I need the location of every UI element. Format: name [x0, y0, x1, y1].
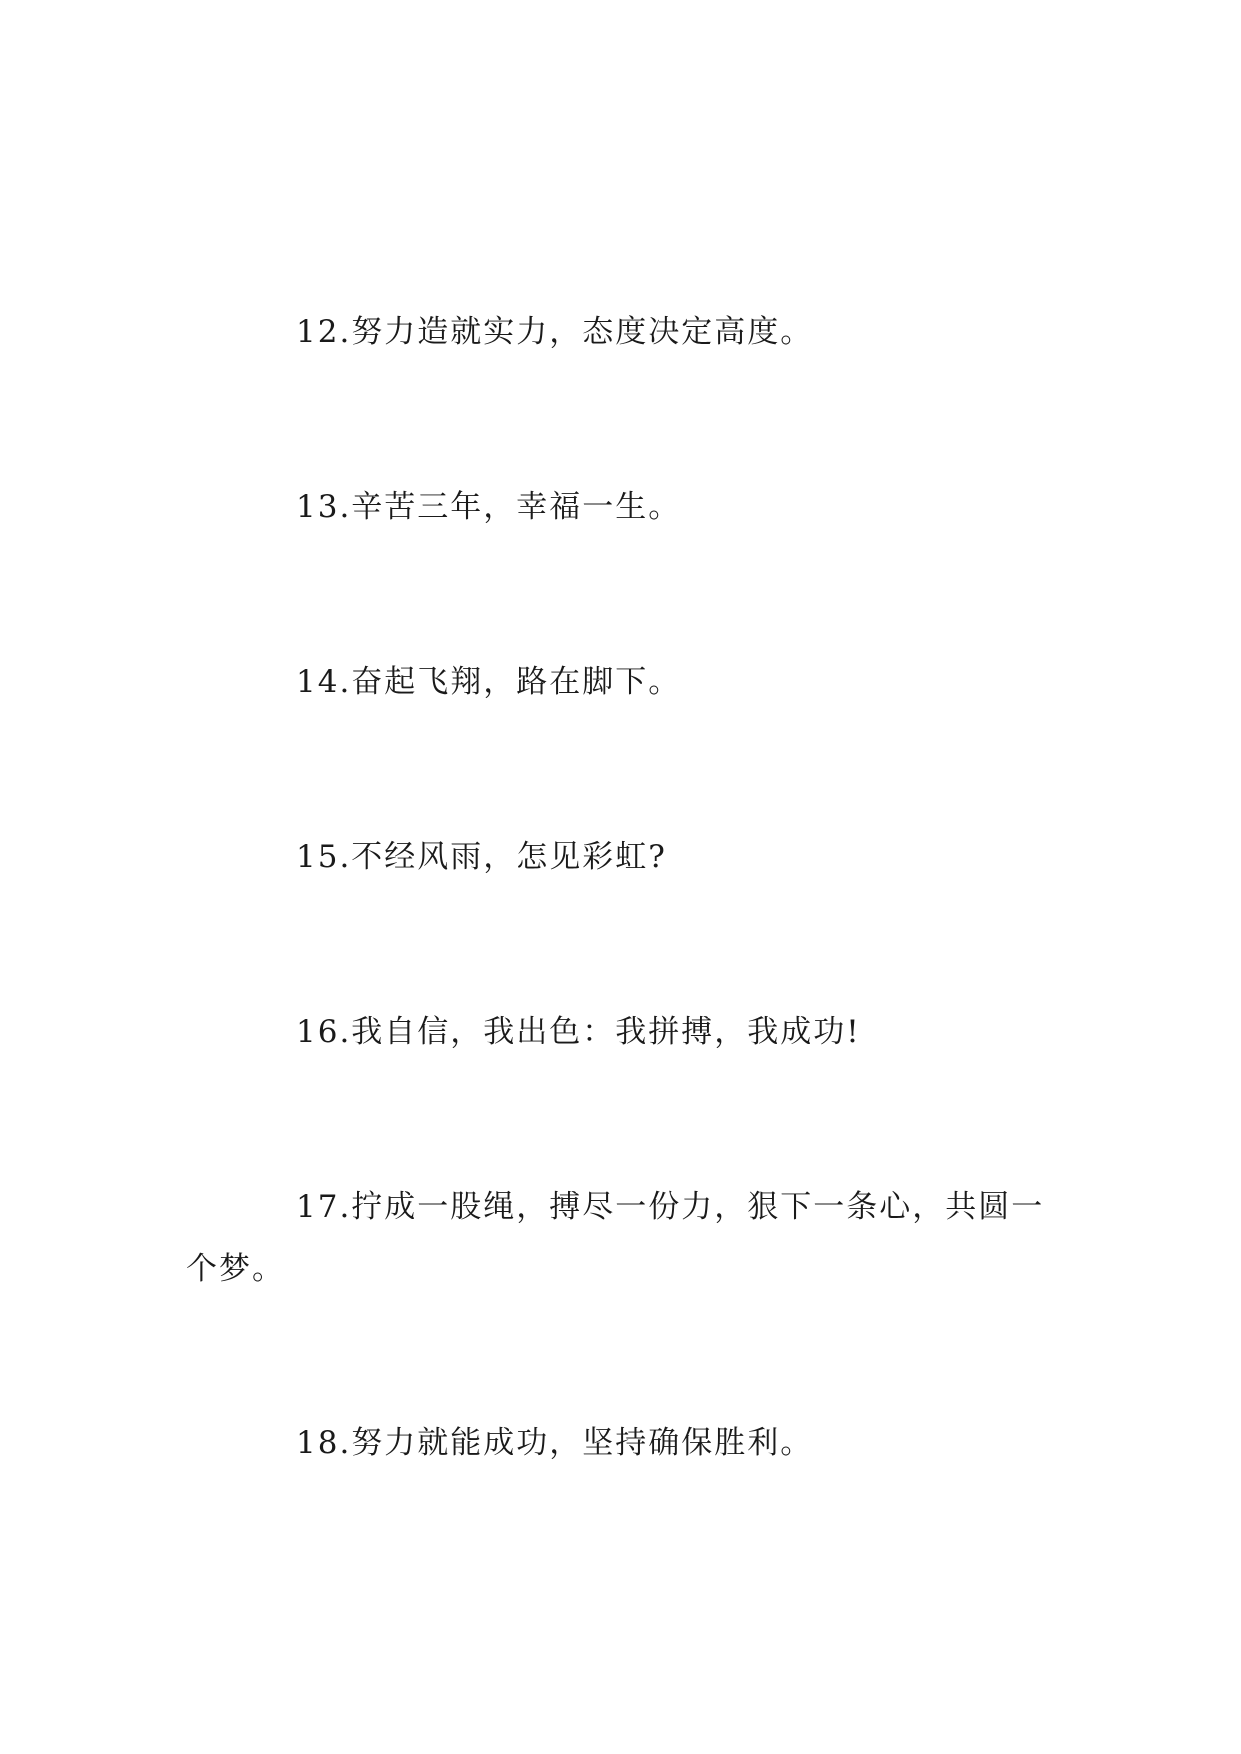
- slogan-13: 13.辛苦三年，幸福一生。: [296, 489, 682, 525]
- slogan-14: 14.奋起飞翔，路在脚下。: [296, 664, 682, 700]
- slogan-16: 16.我自信，我出色：我拼搏，我成功!: [296, 1014, 861, 1050]
- slogan-15: 15.不经风雨，怎见彩虹?: [296, 839, 667, 875]
- slogan-18: 18.努力就能成功，坚持确保胜利。: [296, 1425, 814, 1461]
- slogan-12: 12.努力造就实力，态度决定高度。: [296, 314, 814, 350]
- slogan-17: 17.拧成一股绳，搏尽一份力，狠下一条心，共圆一个梦。: [186, 1189, 1045, 1287]
